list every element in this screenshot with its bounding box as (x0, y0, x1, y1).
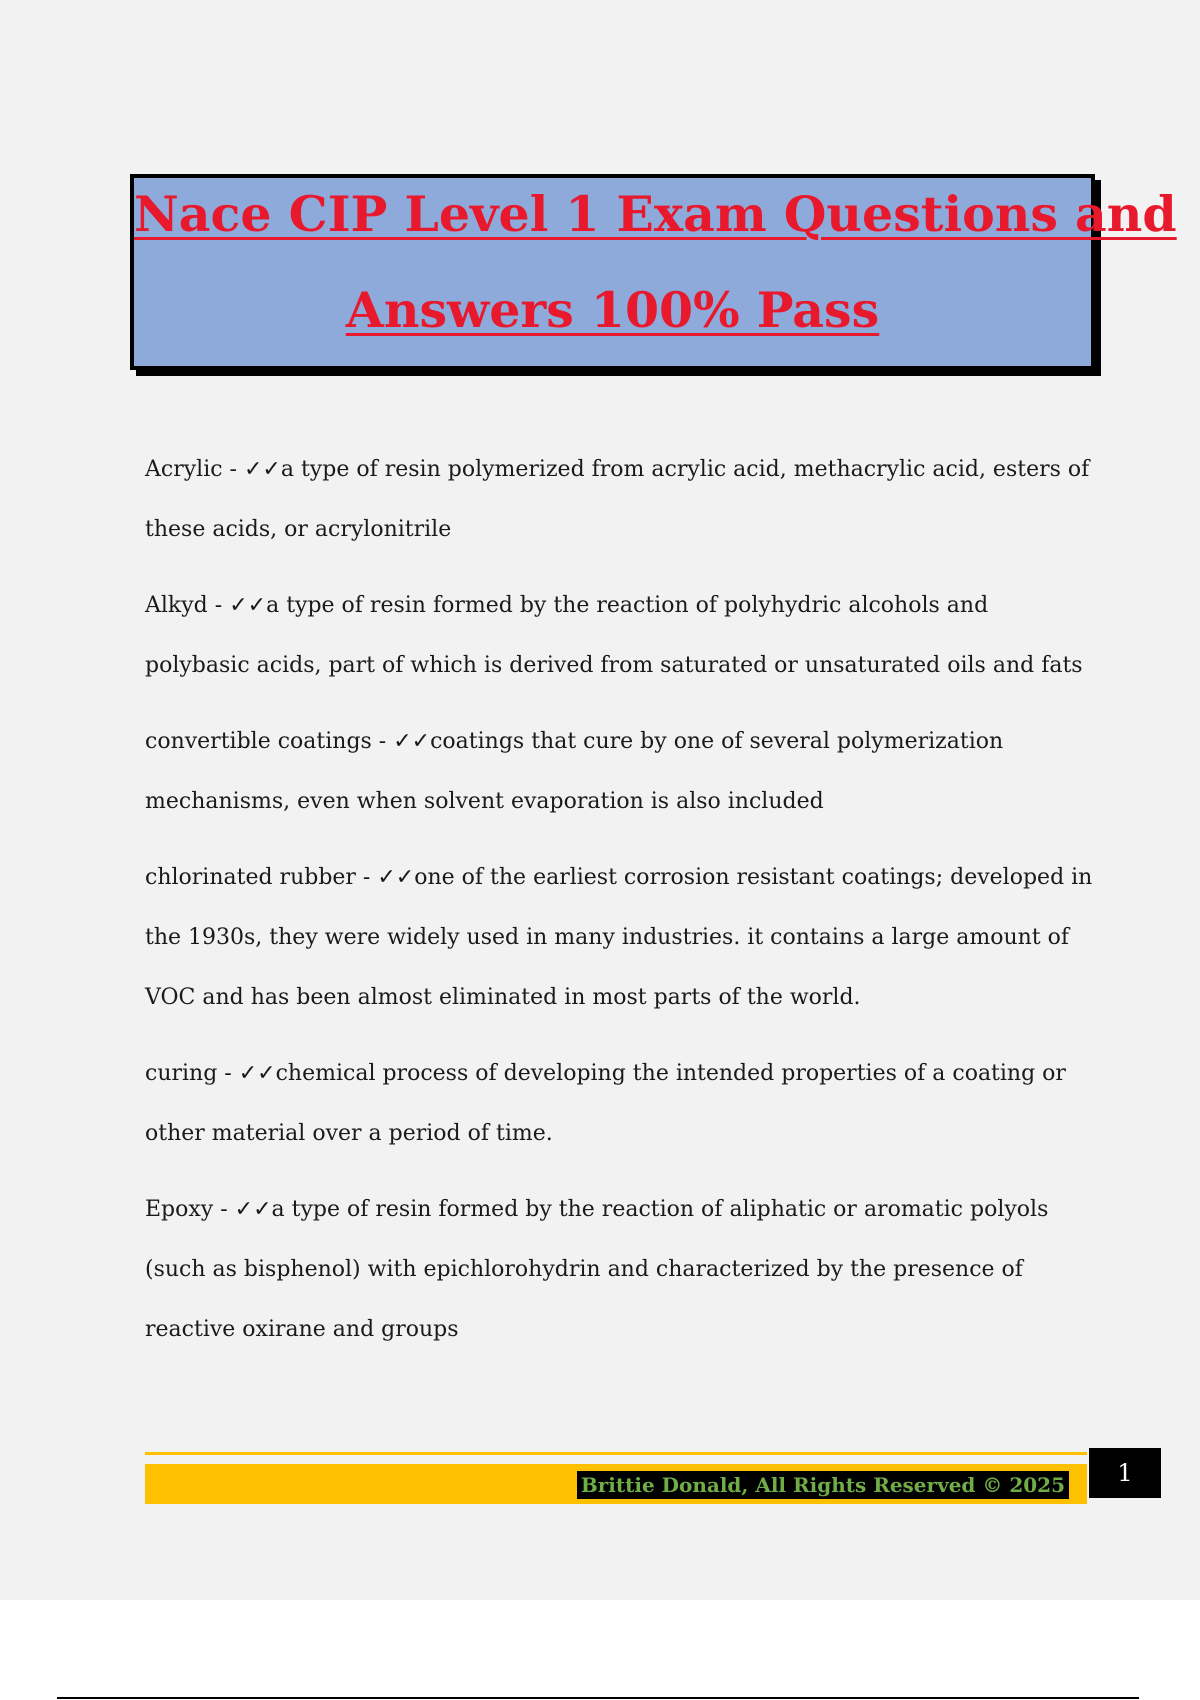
entry-separator: - (207, 593, 230, 618)
page-bottom-divider (57, 1697, 1139, 1699)
glossary-entry-epoxy (145, 1180, 1095, 1360)
entry-term: Acrylic (145, 457, 223, 482)
glossary-entry-curing (145, 1044, 1095, 1164)
double-check-icon: ✓✓ (377, 865, 415, 890)
double-check-icon: ✓✓ (234, 1197, 272, 1222)
entry-definition: coatings that cure by one of several polymerization mechanisms, even when solvent evaporation is also included (145, 729, 1004, 814)
page-title-line-2: Answers 100% Pass (345, 281, 880, 339)
double-check-icon: ✓✓ (238, 1061, 276, 1086)
entry-term: curing (145, 1061, 218, 1086)
entry-definition: one of the earliest corrosion resistant coatings; developed in the 1930s, they were widely used in many industries. it contains a large amount of VOC and has been almost eliminated in most parts of the world. (145, 865, 1093, 1010)
entry-separator: - (217, 1061, 239, 1086)
title-box (130, 174, 1177, 370)
entry-term: convertible coatings (145, 729, 372, 754)
entry-separator: - (222, 457, 244, 482)
entry-separator: - (355, 865, 378, 890)
footer-divider (145, 1452, 1087, 1455)
entry-term: Epoxy (145, 1197, 214, 1222)
footer-copyright: Brittie Donald, All Rights Reserved © 2025 (577, 1471, 1069, 1499)
double-check-icon: ✓✓ (229, 593, 267, 618)
entry-separator: - (371, 729, 394, 754)
page-number: 1 (1089, 1448, 1161, 1498)
entry-definition: chemical process of developing the intended properties of a coating or other material over a period of time. (145, 1061, 1066, 1146)
entry-definition: a type of resin formed by the reaction of aliphatic or aromatic polyols (such as bisphenol) with epichlorohydrin and characterized by the presence of reactive oxirane and groups (145, 1197, 1049, 1342)
entry-definition: a type of resin formed by the reaction of polyhydric alcohols and polybasic acids, part of which is derived from saturated or unsaturated oils and fats (145, 593, 1083, 678)
footer-bar (145, 1464, 1087, 1504)
page-title-line-1: Nace CIP Level 1 Exam Questions and (134, 185, 1177, 243)
glossary-content (145, 440, 1095, 1376)
glossary-entry-convertible-coatings (145, 712, 1095, 832)
double-check-icon: ✓✓ (243, 457, 281, 482)
glossary-entry-alkyd (145, 576, 1095, 696)
glossary-entry-chlorinated-rubber (145, 848, 1095, 1028)
entry-definition: a type of resin polymerized from acrylic acid, methacrylic acid, esters of these acids, or acrylonitrile (145, 457, 1090, 542)
glossary-entry-acrylic (145, 440, 1095, 560)
entry-term: Alkyd (145, 593, 208, 618)
entry-separator: - (213, 1197, 235, 1222)
double-check-icon: ✓✓ (393, 729, 431, 754)
entry-term: chlorinated rubber (145, 865, 356, 890)
